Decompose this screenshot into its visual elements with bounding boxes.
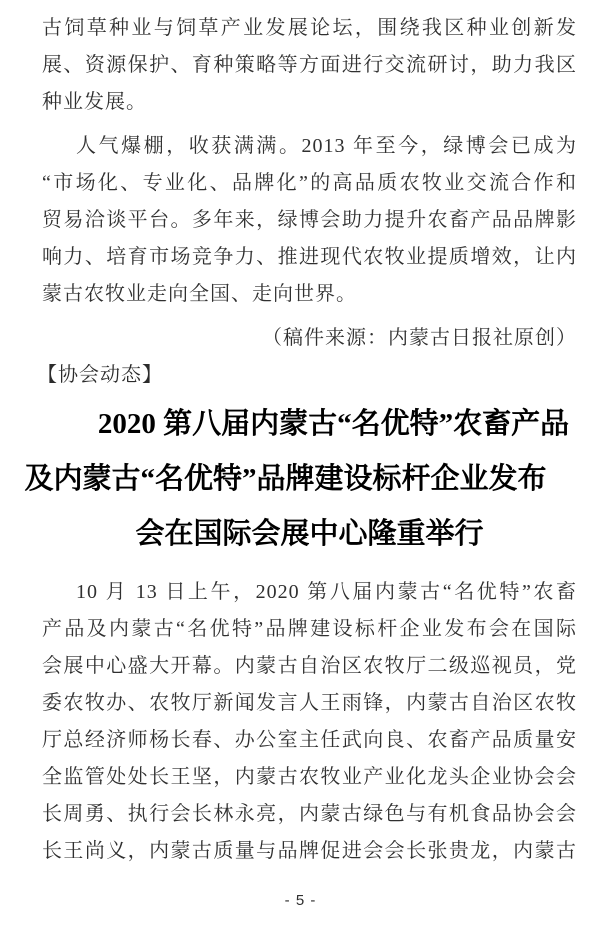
- text-line: 贸易洽谈平台。多年来，绿博会助力提升农畜产品品牌影: [42, 209, 577, 231]
- article-title: [24, 397, 577, 562]
- text-line: 委农牧办、农牧厅新闻发言人王雨锋，内蒙古自治区农牧: [42, 692, 577, 714]
- section-label-association-news: 【协会动态】: [37, 364, 163, 386]
- text-line: 10 月 13 日上午，2020 第八届内蒙古“名优特”农畜: [76, 581, 577, 603]
- article-title-line: 会在国际会展中心隆重举行: [135, 518, 484, 550]
- expo-paragraph: [42, 128, 577, 313]
- text-line: 长周勇、执行会长林永亮，内蒙古绿色与有机食品协会会: [42, 803, 577, 825]
- text-line: “市场化、专业化、品牌化”的高品质农牧业交流合作和: [42, 172, 577, 194]
- text-line: 会展中心盛大开幕。内蒙古自治区农牧厅二级巡视员，党: [42, 655, 577, 677]
- text-line: 厅总经济师杨长春、办公室主任武向良、农畜产品质量安: [42, 729, 577, 751]
- text-line: 蒙古农牧业走向全国、走向世界。: [42, 283, 357, 305]
- continuation-paragraph: [42, 10, 577, 121]
- text-line: 人气爆棚，收获满满。2013 年至今，绿博会已成为: [76, 135, 577, 157]
- text-line: 古饲草种业与饲草产业发展论坛，围绕我区种业创新发: [42, 17, 577, 39]
- text-line: 长王尚义，内蒙古质量与品牌促进会会长张贵龙，内蒙古: [42, 840, 577, 862]
- page-number: - 5 -: [284, 892, 317, 909]
- text-line: 展、资源保护、育种策略等方面进行交流研讨，助力我区: [42, 54, 577, 76]
- text-line: 响力、培育市场竞争力、推进现代农牧业提质增效，让内: [42, 246, 577, 268]
- article-title-line: 及内蒙古“名优特”品牌建设标杆企业发布: [24, 463, 547, 495]
- source-attribution: （稿件来源：内蒙古日报社原创）: [262, 327, 577, 349]
- text-line: 产品及内蒙古“名优特”品牌建设标杆企业发布会在国际: [42, 618, 577, 640]
- article-title-line: 2020 第八届内蒙古“名优特”农畜产品: [97, 408, 570, 440]
- opening-paragraph: [42, 574, 577, 870]
- text-line: 全监管处处长王坚，内蒙古农牧业产业化龙头企业协会会: [42, 766, 577, 788]
- text-line: 种业发展。: [42, 91, 147, 113]
